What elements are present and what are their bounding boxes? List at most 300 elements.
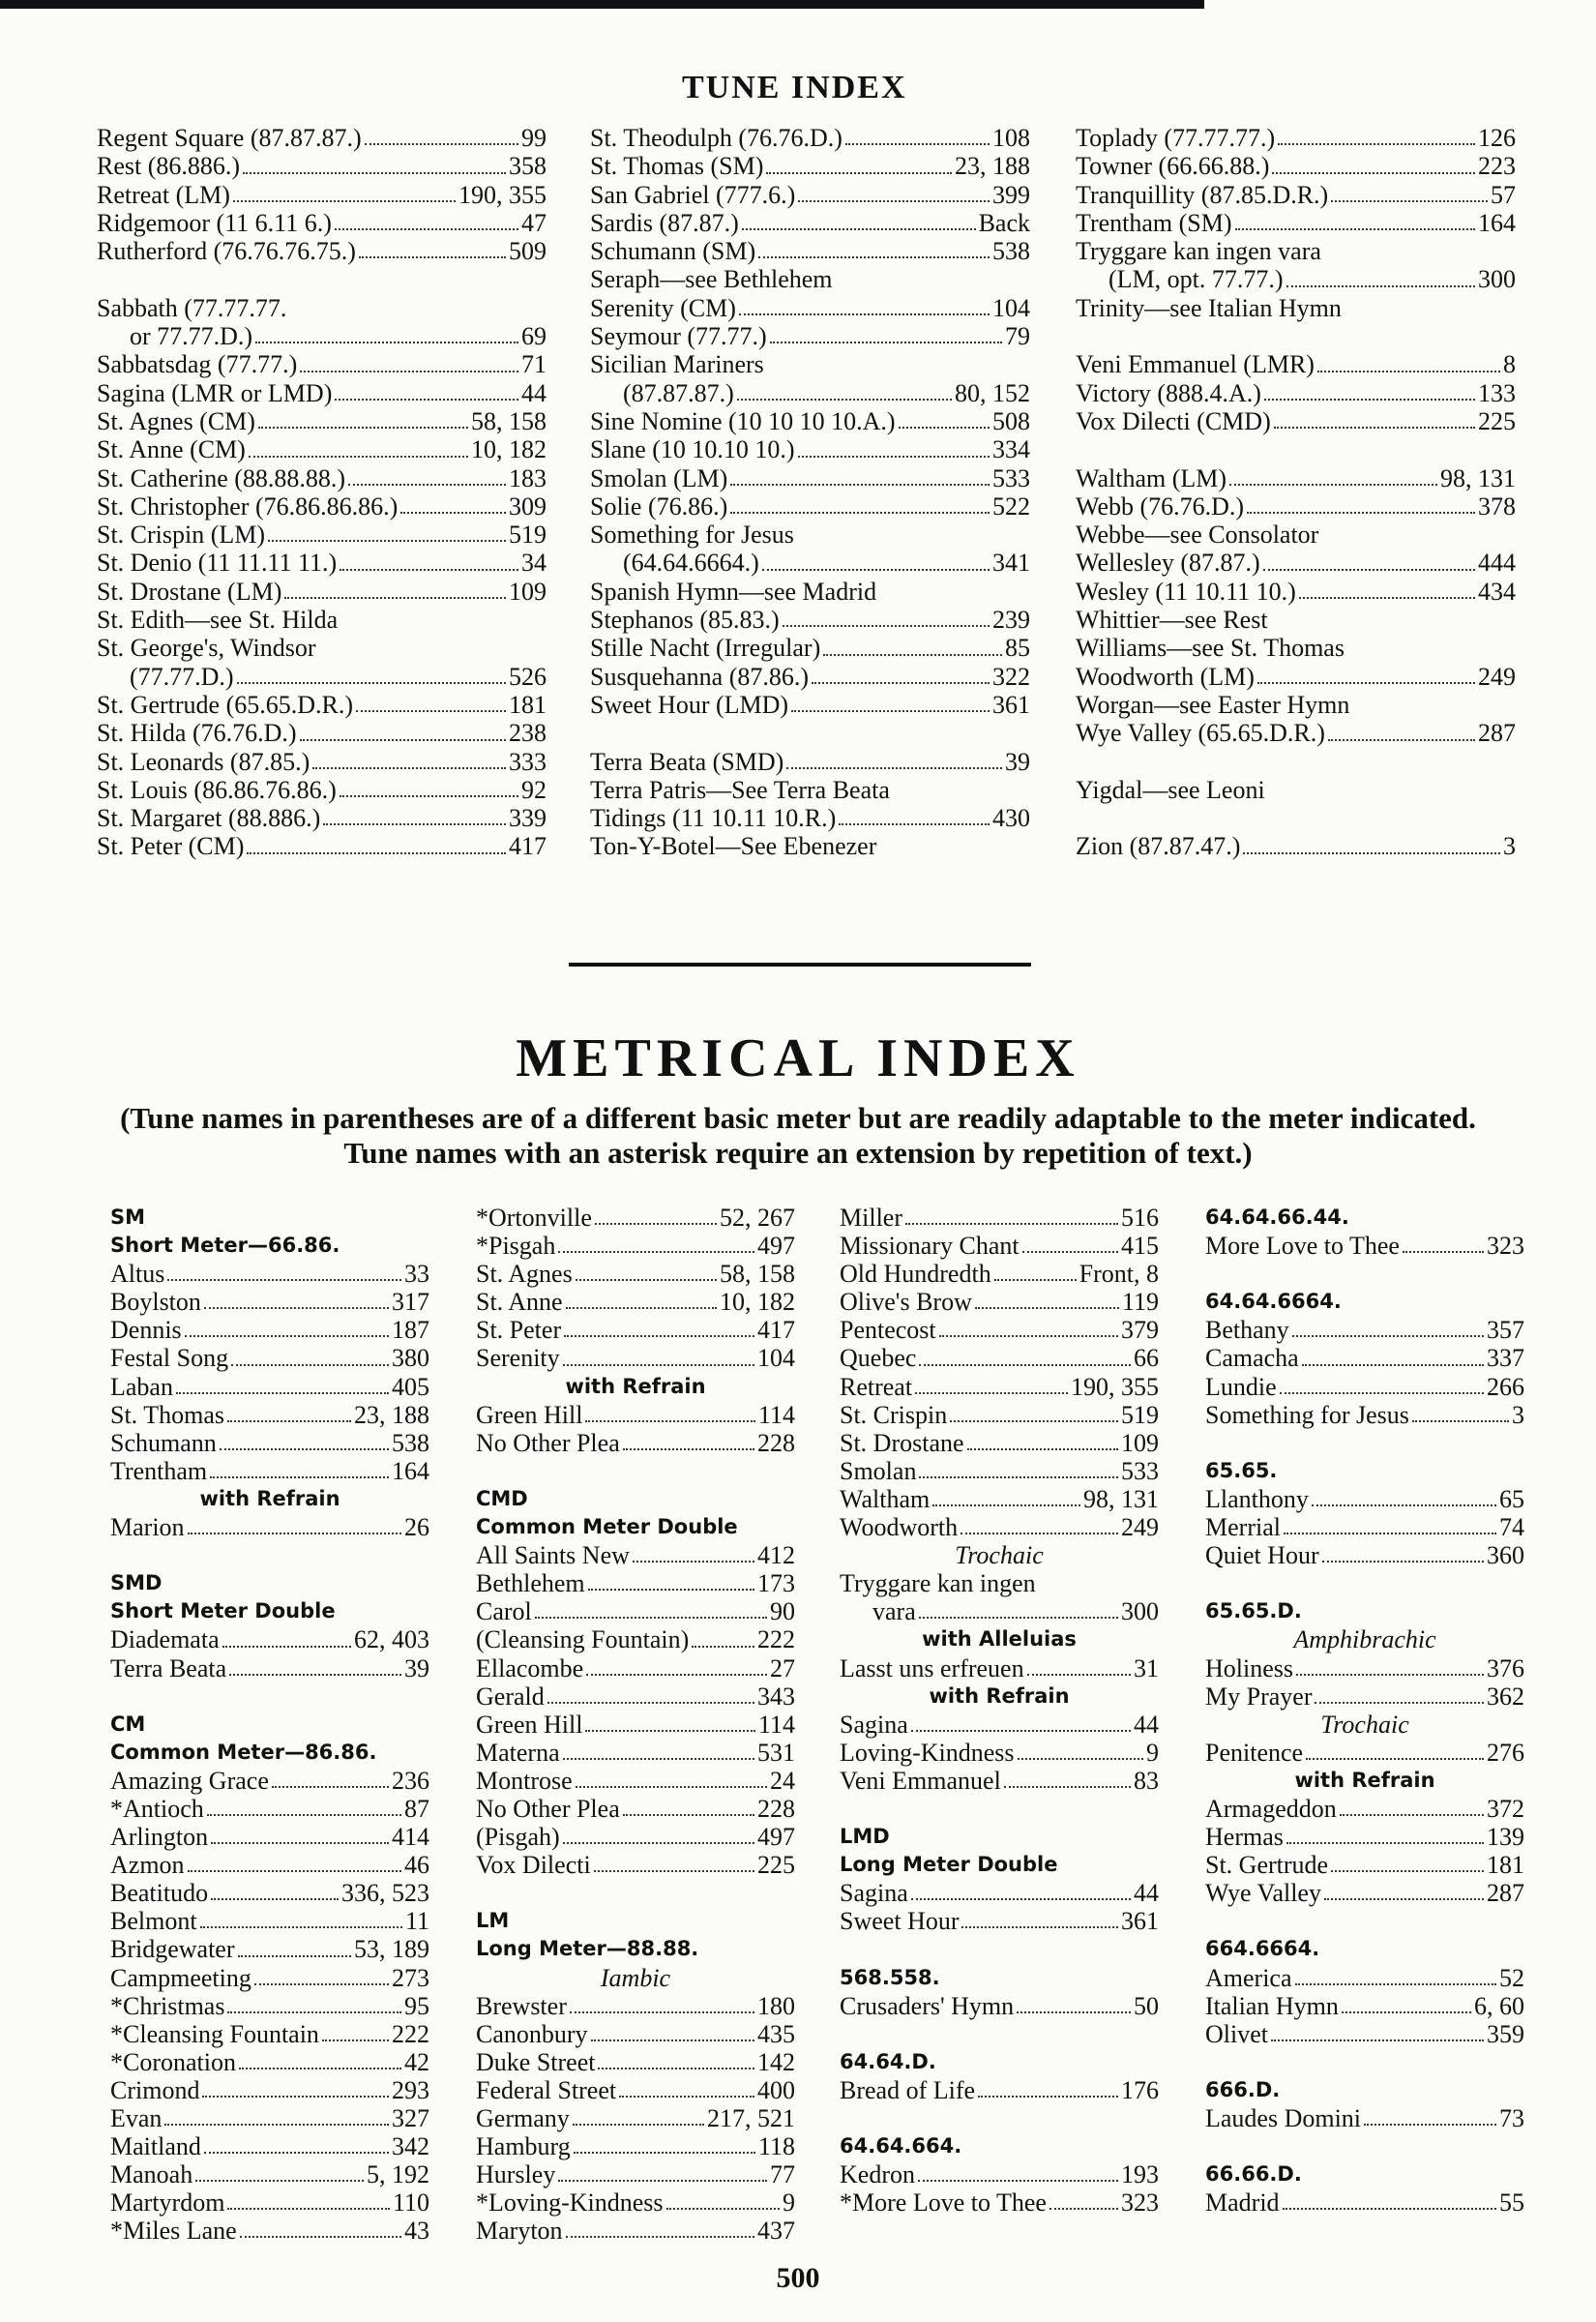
tune-name: Maryton — [476, 2217, 563, 2246]
tune-name: Federal Street — [476, 2075, 617, 2104]
page-ref: 266 — [1487, 1372, 1524, 1401]
index-entry — [840, 1992, 1159, 2020]
tune-name: Sine Nomine (10 10 10 10.A.) — [590, 406, 896, 435]
section-divider — [569, 963, 1031, 967]
index-entry — [476, 1232, 795, 1260]
meter-heading: CM — [110, 1712, 146, 1736]
page-ref: 77 — [770, 2160, 795, 2189]
index-entry — [840, 1457, 1159, 1485]
index-entry — [840, 1739, 1159, 1767]
page-ref: 27 — [770, 1653, 795, 1682]
metrical-index-note: (Tune names in parentheses are of a different basic meter but are readily adaptable to the meter indicated. Tune names with an asterisk require an extension by repetition of text.) — [120, 1101, 1476, 1170]
index-entry — [590, 322, 1030, 350]
meter-heading: LM — [476, 1909, 510, 1933]
dot-leader — [222, 1646, 351, 1648]
tune-name: Terra Beata (SMD) — [590, 747, 784, 776]
tune-name: Manoah — [110, 2160, 193, 2189]
index-entry — [97, 691, 547, 719]
dot-leader — [563, 1758, 754, 1760]
index-entry — [97, 124, 547, 152]
meter-subheading: Trochaic — [955, 1541, 1044, 1570]
index-entry — [110, 1625, 429, 1653]
page-ref: 110 — [392, 2188, 429, 2218]
index-entry — [590, 124, 1030, 152]
page-ref: 533 — [992, 463, 1030, 492]
index-entry — [1205, 1992, 1524, 2020]
tune-name: Quiet Hour — [1205, 1541, 1319, 1570]
index-entry — [97, 152, 547, 180]
page-ref: 538 — [992, 237, 1030, 266]
page-ref: 10, 182 — [720, 1288, 795, 1317]
dot-leader — [227, 2208, 390, 2210]
index-entry — [97, 237, 547, 265]
index-entry — [1205, 1851, 1524, 1879]
tune-name: (77.77.D.) — [130, 662, 234, 691]
meter-heading: 66.66.D. — [1205, 2162, 1302, 2187]
dot-leader — [919, 1476, 1118, 1478]
page-ref: 323 — [1121, 2188, 1159, 2218]
index-entry — [476, 1739, 795, 1767]
page-ref: 6, 60 — [1474, 1991, 1524, 2020]
cross-reference: Trinity—see Italian Hymn — [1076, 293, 1342, 322]
index-entry — [840, 1711, 1159, 1739]
dot-leader — [1274, 427, 1475, 429]
index-entry — [1076, 407, 1516, 435]
dot-leader — [905, 1223, 1118, 1225]
tune-name: *Christmas — [110, 1991, 225, 2020]
page-ref: 430 — [992, 804, 1030, 833]
dot-leader — [623, 1448, 754, 1450]
meter-heading: with Alleluias — [922, 1627, 1077, 1652]
page-ref: 47 — [521, 208, 547, 237]
page-ref: 50 — [1134, 1991, 1159, 2020]
index-entry — [476, 1288, 795, 1316]
page-ref: 53, 189 — [354, 1935, 429, 1964]
index-entry — [110, 1907, 429, 1935]
dot-leader — [1235, 228, 1475, 230]
page-ref: 23, 188 — [955, 152, 1030, 181]
dot-leader — [1022, 1251, 1118, 1253]
page-ref: 437 — [757, 2217, 795, 2246]
dot-leader — [340, 569, 518, 571]
tune-name: Rutherford (76.76.76.75.) — [97, 237, 356, 266]
dot-leader — [229, 1674, 401, 1676]
dot-leader — [1328, 739, 1475, 741]
dot-leader — [950, 1420, 1118, 1422]
dot-leader — [573, 2124, 704, 2126]
spacer — [1076, 748, 1516, 776]
tune-name: Armageddon — [1205, 1794, 1337, 1823]
index-entry — [1076, 181, 1516, 209]
page-ref: 118 — [757, 2132, 795, 2161]
index-entry — [840, 2160, 1159, 2188]
index-entry — [476, 1429, 795, 1457]
cross-reference: Yigdal—see Leoni — [1076, 775, 1265, 804]
dot-leader — [1302, 1364, 1484, 1366]
tune-name: Green Hill — [476, 1710, 583, 1739]
page-ref: 360 — [1487, 1541, 1524, 1570]
cross-reference: Sicilian Mariners — [590, 350, 764, 379]
dot-leader — [1286, 285, 1475, 287]
index-entry — [1205, 1795, 1524, 1823]
tune-name: Loving-Kindness — [840, 1738, 1015, 1767]
index-entry — [1205, 2020, 1524, 2048]
index-entry — [110, 1401, 429, 1429]
tune-name: Diademata — [110, 1625, 220, 1654]
page-ref: 58, 158 — [471, 406, 547, 435]
tune-name: Martyrdom — [110, 2188, 225, 2218]
tune-name: Olivet — [1205, 2019, 1268, 2048]
metrical-index-title: METRICAL INDEX — [516, 1028, 1080, 1088]
spacer — [840, 2020, 1159, 2048]
index-entry — [1076, 265, 1516, 293]
dot-leader — [766, 172, 952, 174]
tune-name: St. Louis (86.86.76.86.) — [97, 775, 337, 804]
index-entry — [1076, 719, 1516, 747]
page-ref: 181 — [509, 690, 547, 719]
page-ref: 509 — [509, 237, 547, 266]
page-ref: 44 — [1134, 1879, 1159, 1908]
index-entry — [110, 2217, 429, 2245]
meter-heading: with Refrain — [565, 1374, 706, 1398]
dot-leader — [730, 512, 990, 514]
tune-name: Toplady (77.77.77.) — [1076, 124, 1276, 152]
index-entry — [97, 663, 547, 691]
dot-leader — [348, 484, 506, 486]
tune-name: St. Catherine (88.88.88.) — [97, 463, 346, 492]
index-entry — [110, 1879, 429, 1907]
index-entry — [476, 2188, 795, 2217]
tune-index-column-2 — [590, 124, 1030, 861]
dot-leader — [284, 597, 506, 599]
dot-leader — [932, 1504, 1080, 1506]
index-entry — [476, 1711, 795, 1739]
dot-leader — [1295, 1983, 1496, 1985]
tune-name: Sardis (87.87.) — [590, 208, 739, 237]
index-entry — [590, 379, 1030, 407]
index-entry — [840, 1401, 1159, 1429]
dot-leader — [586, 1674, 767, 1676]
meter-heading: 568.558. — [840, 1965, 940, 1989]
index-entry — [1076, 379, 1516, 407]
index-entry — [1205, 1344, 1524, 1372]
index-entry — [97, 492, 547, 521]
page-ref: 34 — [521, 549, 547, 578]
index-entry — [1205, 1513, 1524, 1541]
index-entry — [110, 1316, 429, 1344]
tune-name: Quebec — [840, 1344, 917, 1373]
tune-name: Rest (86.886.) — [97, 152, 241, 181]
page-ref: 359 — [1487, 2019, 1524, 2048]
dot-leader — [786, 767, 1002, 769]
cross-reference: Worgan—see Easter Hymn — [1076, 690, 1350, 719]
dot-leader — [975, 1307, 1119, 1309]
index-entry — [476, 1597, 795, 1625]
tune-name: Sabbatsdag (77.77.) — [97, 350, 298, 379]
dot-leader — [195, 2180, 364, 2182]
tune-name: Wye Valley (65.65.D.R.) — [1076, 719, 1325, 748]
index-entry — [840, 1879, 1159, 1907]
dot-leader — [566, 2236, 754, 2238]
index-entry — [840, 2076, 1159, 2104]
dot-leader — [911, 1898, 1131, 1900]
dot-leader — [1229, 484, 1437, 486]
dot-leader — [739, 313, 990, 315]
index-entry — [97, 578, 547, 606]
tune-name: Montrose — [476, 1766, 573, 1795]
dot-leader — [594, 1870, 754, 1872]
dot-leader — [1280, 1392, 1484, 1394]
meter-heading: Common Meter Double — [476, 1515, 738, 1539]
tune-name: St. Christopher (76.86.86.86.) — [97, 491, 399, 521]
tune-name: *Cleansing Fountain — [110, 2019, 319, 2048]
tune-name: (Pisgah) — [476, 1823, 560, 1852]
tune-name: St. Anne (CM) — [97, 435, 246, 464]
index-entry — [590, 634, 1030, 662]
spacer — [1205, 1907, 1524, 1935]
index-entry — [840, 1654, 1159, 1682]
tune-name: Sweet Hour — [840, 1907, 960, 1936]
tune-name: *Pisgah — [476, 1232, 556, 1261]
meter-subheading: Iambic — [600, 1963, 671, 1992]
tune-name: Tranquillity (87.85.D.R.) — [1076, 180, 1329, 209]
dot-leader — [243, 172, 506, 174]
meter-subheading: Amphibrachic — [1293, 1625, 1436, 1654]
page-ref: 273 — [392, 1963, 429, 1992]
index-entry — [110, 2076, 429, 2104]
tune-name: St. Thomas — [110, 1400, 224, 1429]
page-ref: 95 — [404, 1991, 429, 2020]
dot-leader — [204, 2152, 389, 2154]
page-ref: 379 — [1121, 1316, 1159, 1345]
dot-leader — [961, 1926, 1118, 1928]
meter-heading: SM — [110, 1206, 146, 1229]
tune-name: Wye Valley — [1205, 1879, 1321, 1908]
page-ref: 327 — [392, 2104, 429, 2132]
page-ref: 98, 131 — [1083, 1484, 1159, 1513]
index-entry — [476, 2217, 795, 2245]
dot-leader — [312, 767, 506, 769]
index-entry — [840, 1373, 1159, 1401]
index-entry — [110, 2160, 429, 2188]
index-entry — [110, 2020, 429, 2048]
page-ref: 44 — [1134, 1710, 1159, 1739]
tune-name: Something for Jesus — [1205, 1400, 1409, 1429]
dot-leader — [1271, 2039, 1484, 2041]
index-entry — [476, 2076, 795, 2104]
page-ref: 3 — [1512, 1400, 1524, 1429]
page-ref: 522 — [992, 491, 1030, 521]
dot-leader — [1312, 1504, 1496, 1506]
dot-leader — [623, 1814, 754, 1816]
index-entry — [110, 1457, 429, 1485]
index-entry — [1076, 578, 1516, 606]
cross-reference: Tryggare kan ingen vara — [1076, 237, 1321, 266]
index-entry — [476, 1204, 795, 1232]
dot-leader — [762, 569, 990, 571]
meter-heading: 64.64.D. — [840, 2049, 936, 2073]
index-entry — [1205, 2104, 1524, 2132]
tune-name: Materna — [476, 1738, 560, 1767]
metrical-index-column-3 — [840, 1204, 1159, 2217]
spacer — [1205, 2132, 1524, 2160]
tune-name: Brewster — [476, 1991, 567, 2020]
index-entry — [590, 606, 1030, 634]
tune-name: Solie (76.86.) — [590, 491, 728, 521]
tune-name: All Saints New — [476, 1541, 630, 1570]
tune-name: St. Drostane — [840, 1428, 964, 1457]
tune-name: (Cleansing Fountain) — [476, 1625, 690, 1654]
tune-name: Smolan — [840, 1456, 917, 1485]
tune-name: San Gabriel (777.6.) — [590, 180, 796, 209]
tune-name: Sagina (LMR or LMD) — [97, 378, 333, 407]
tune-name: Ellacombe — [476, 1653, 584, 1682]
page-ref: 341 — [992, 549, 1030, 578]
tune-name: *Coronation — [110, 2047, 236, 2076]
index-entry — [590, 804, 1030, 832]
tune-name: vara — [872, 1597, 916, 1626]
tune-name: St. Peter (CM) — [97, 832, 245, 861]
tune-name: Trentham (SM) — [1076, 208, 1232, 237]
page-ref: 187 — [392, 1316, 429, 1345]
page-ref: 376 — [1487, 1653, 1524, 1682]
page-ref: 164 — [392, 1456, 429, 1485]
page-ref: 73 — [1499, 2104, 1524, 2132]
meter-heading: LMD — [840, 1825, 890, 1849]
dot-leader — [798, 200, 990, 202]
page-ref: 114 — [757, 1710, 795, 1739]
tune-name: (64.64.6664.) — [623, 549, 759, 578]
page-ref: 31 — [1134, 1653, 1159, 1682]
tune-name: (LM, opt. 77.77.) — [1108, 265, 1284, 294]
page-ref: 181 — [1487, 1851, 1524, 1880]
page-ref: 55 — [1499, 2188, 1524, 2218]
dot-leader — [918, 2180, 1118, 2182]
dot-leader — [585, 1730, 754, 1732]
spacer — [1076, 322, 1516, 350]
dot-leader — [547, 1702, 754, 1704]
tune-name: Waltham (LM) — [1076, 463, 1227, 492]
page-ref: 85 — [1005, 634, 1030, 663]
index-entry — [590, 209, 1030, 237]
tune-name: Hermas — [1205, 1823, 1284, 1852]
page-ref: 287 — [1478, 719, 1516, 748]
tune-name: Seymour (77.77.) — [590, 322, 767, 351]
tune-name: Stille Nacht (Irregular) — [590, 634, 821, 663]
tune-name: Serenity (CM) — [590, 293, 736, 322]
dot-leader — [340, 795, 518, 797]
page-ref: 183 — [509, 463, 547, 492]
dot-leader — [967, 1448, 1118, 1450]
index-entry — [840, 1597, 1159, 1625]
index-entry — [476, 1682, 795, 1711]
page-ref: 414 — [392, 1823, 429, 1852]
dot-leader — [758, 256, 990, 258]
dot-leader — [1322, 1561, 1484, 1563]
tune-name: *Antioch — [110, 1794, 204, 1823]
page-ref: 516 — [1121, 1204, 1159, 1232]
dot-leader — [335, 399, 518, 401]
page-ref: 222 — [392, 2019, 429, 2048]
page-ref: 508 — [992, 406, 1030, 435]
cross-reference: Spanish Hymn—see Madrid — [590, 577, 877, 606]
tune-name: Marion — [110, 1513, 185, 1542]
tune-name: Lundie — [1205, 1372, 1277, 1401]
tune-name: Sweet Hour (LMD) — [590, 690, 789, 719]
index-entry — [840, 1485, 1159, 1513]
tune-name: Campmeeting — [110, 1963, 251, 1992]
index-entry — [590, 435, 1030, 463]
cross-reference: Ton-Y-Botel—See Ebenezer — [590, 832, 877, 861]
cross-reference: Sabbath (77.77.77. — [97, 293, 287, 322]
tune-name: St. Agnes (CM) — [97, 406, 255, 435]
page-ref: 193 — [1121, 2160, 1159, 2189]
index-entry — [476, 1260, 795, 1288]
tune-name: Bread of Life — [840, 2075, 976, 2104]
tune-name: Susquehanna (87.86.) — [590, 662, 810, 691]
spacer — [476, 1457, 795, 1485]
dot-leader — [240, 2236, 401, 2238]
index-entry — [97, 350, 547, 378]
page-ref: 57 — [1491, 180, 1516, 209]
tune-name: Hamburg — [476, 2132, 571, 2161]
tune-name: Wellesley (87.87.) — [1076, 549, 1260, 578]
page-ref: 139 — [1487, 1823, 1524, 1852]
page-ref: 109 — [509, 577, 547, 606]
spacer — [1205, 1429, 1524, 1457]
index-entry — [590, 748, 1030, 776]
tune-name: Beatitudo — [110, 1879, 209, 1908]
dot-leader — [783, 625, 990, 627]
index-entry — [110, 1429, 429, 1457]
dot-leader — [823, 654, 1002, 656]
dot-leader — [737, 399, 952, 401]
dot-leader — [300, 371, 518, 372]
dot-leader — [1272, 172, 1475, 174]
tune-name: St. Denio (11 11.11 11.) — [97, 549, 338, 578]
index-entry — [590, 181, 1030, 209]
index-entry — [1076, 124, 1516, 152]
page-ref: 276 — [1487, 1738, 1524, 1767]
page-ref: 33 — [404, 1260, 429, 1289]
page-ref: 434 — [1478, 577, 1516, 606]
tune-name: Italian Hymn — [1205, 1991, 1339, 2020]
tune-index-title: TUNE INDEX — [682, 70, 907, 105]
tune-name: Evan — [110, 2104, 163, 2132]
page-ref: 39 — [404, 1653, 429, 1682]
page-ref: 343 — [757, 1682, 795, 1711]
tune-name: Azmon — [110, 1851, 185, 1880]
meter-heading: 64.64.66.44. — [1205, 1206, 1349, 1229]
page-ref: 287 — [1487, 1879, 1524, 1908]
tune-name: Holiness — [1205, 1653, 1293, 1682]
index-entry — [476, 1851, 795, 1879]
page-ref: 142 — [757, 2047, 795, 2076]
index-entry — [476, 1569, 795, 1597]
page-ref: 519 — [509, 521, 547, 550]
tune-name: St. Drostane (LM) — [97, 577, 282, 606]
page-ref: 10, 182 — [471, 435, 547, 464]
meter-heading: 64.64.664. — [840, 2134, 962, 2158]
page-number: 500 — [776, 2262, 820, 2294]
page-ref: 533 — [1121, 1456, 1159, 1485]
index-entry — [1076, 663, 1516, 691]
index-entry — [110, 1964, 429, 1992]
page-ref: 42 — [404, 2047, 429, 2076]
index-entry — [590, 237, 1030, 265]
index-entry — [840, 1204, 1159, 1232]
dot-leader — [1286, 1842, 1484, 1844]
